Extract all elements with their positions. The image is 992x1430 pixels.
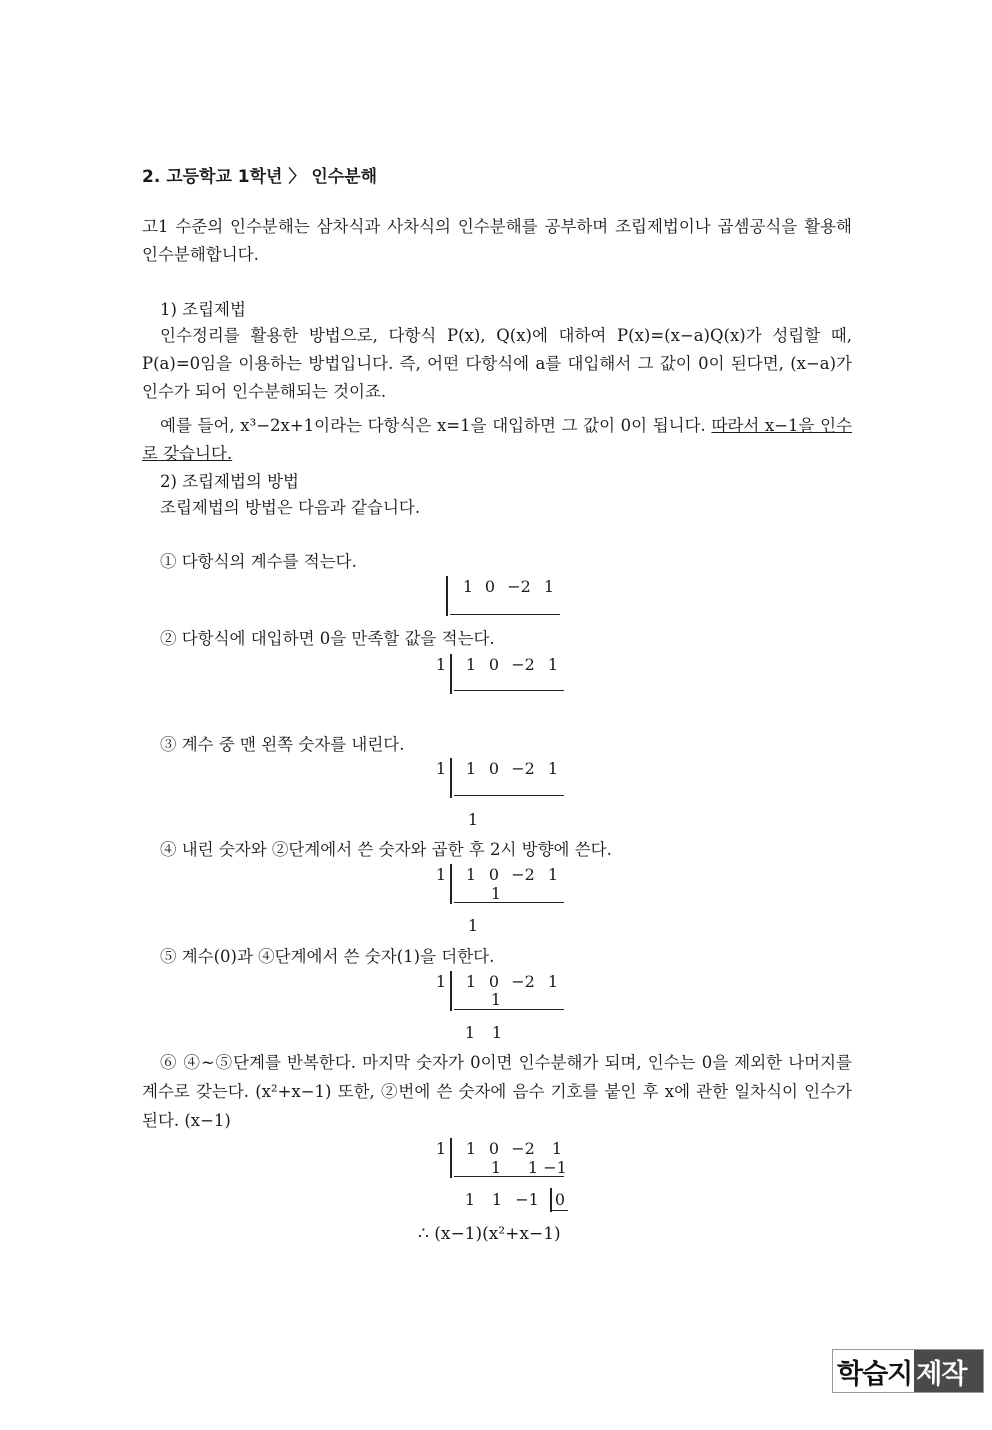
- coef: 1: [462, 577, 474, 596]
- coef: −2: [511, 865, 535, 884]
- coef: −2: [511, 759, 535, 778]
- division-bar: [450, 654, 452, 694]
- division-line: [454, 1009, 564, 1010]
- division-bar: [446, 576, 448, 616]
- coef: 0: [488, 759, 500, 778]
- step-6: ⑥ ④~⑤단계를 반복한다. 마지막 숫자가 0이면 인수분해가 되며, 인수는 0을 제외한 나머지를 계수로 갖는다. (x²+x−1) 또한, ②번에 쓴 숫자에 음수 기호를 붙인 후 x에 관한 일차식이 인수가 된다. (x−1): [142, 1053, 852, 1130]
- coef: 0: [488, 1139, 500, 1158]
- division-line: [454, 795, 564, 796]
- section1-paragraph2: [142, 412, 852, 468]
- coef: 1: [547, 865, 559, 884]
- division-bar: [450, 971, 452, 1011]
- coef: 0: [488, 655, 500, 674]
- step-3: ③ 계수 중 맨 왼쪽 숫자를 내린다.: [160, 735, 405, 754]
- coef: 1: [547, 972, 559, 991]
- section1-paragraph1: 인수정리를 활용한 방법으로, 다항식 P(x), Q(x)에 대하여 P(x)=(x−a)Q(x)가 성립할 때, P(a)=0임을 이용하는 방법입니다. 즉, 어떤 다항식에 a를 대입해서 그 값이 0이 된다면, (x−a)가 인수가 되어 인수분해되는 것이죠.: [142, 326, 852, 401]
- logo-text-part2: 제작소: [914, 1350, 983, 1392]
- section2-heading: 2) 조립제법의 방법: [160, 472, 299, 491]
- coef: 0: [488, 865, 500, 884]
- coef: 1: [551, 1139, 563, 1158]
- step-5: ⑤ 계수(0)과 ④단계에서 쓴 숫자(1)을 더한다.: [160, 947, 495, 966]
- middle-value: −1: [543, 1158, 567, 1177]
- coef: 1: [465, 655, 477, 674]
- p2-plain-text: 예를 들어, x³−2x+1이라는 다항식은 x=1을 대입하면 그 값이 0이 됩니다.: [160, 416, 712, 435]
- coef: 0: [488, 972, 500, 991]
- intro-paragraph: 고1 수준의 인수분해는 삼차식과 사차식의 인수분해를 공부하며 조립제법이나 곱셈공식을 활용해 인수분해합니다.: [142, 217, 852, 264]
- division-bar: [450, 758, 452, 798]
- coef: 1: [465, 759, 477, 778]
- division-line: [450, 614, 560, 615]
- coef: −2: [511, 655, 535, 674]
- remainder: 0: [554, 1190, 566, 1209]
- step-4: ④ 내린 숫자와 ②단계에서 쓴 숫자와 곱한 후 2시 방향에 쓴다.: [160, 840, 612, 859]
- middle-value: 1: [490, 884, 502, 903]
- root: 1: [435, 759, 447, 778]
- page-title: 2. 고등학교 1학년 〉 인수분해: [142, 167, 378, 187]
- coef: −2: [507, 577, 531, 596]
- root: 1: [435, 972, 447, 991]
- result: 1: [467, 810, 479, 829]
- division-bar: [450, 864, 452, 904]
- step-2: ② 다항식에 대입하면 0을 만족할 값을 적는다.: [160, 629, 495, 648]
- coef: 1: [547, 759, 559, 778]
- section2-intro: 조립제법의 방법은 다음과 같습니다.: [160, 498, 421, 517]
- result: 1: [467, 916, 479, 935]
- result: 1: [464, 1023, 476, 1042]
- coef: −2: [511, 972, 535, 991]
- division-line: [454, 690, 564, 691]
- root: 1: [435, 865, 447, 884]
- result: −1: [515, 1190, 539, 1209]
- result: 1: [491, 1023, 503, 1042]
- p2-underlined-text: 따라서 x−1을 인수로 갖습니다.: [142, 416, 852, 463]
- division-line: [454, 902, 564, 903]
- root: 1: [435, 655, 447, 674]
- root: 1: [435, 1139, 447, 1158]
- coef: 1: [465, 1139, 477, 1158]
- remainder-underline: [550, 1210, 568, 1211]
- step-1: ① 다항식의 계수를 적는다.: [160, 552, 357, 571]
- coef: 1: [465, 972, 477, 991]
- middle-value: 1: [490, 1158, 502, 1177]
- result: 1: [491, 1190, 503, 1209]
- middle-value: 1: [527, 1158, 539, 1177]
- division-bar: [450, 1138, 452, 1178]
- section1-heading: 1) 조립제법: [160, 300, 246, 319]
- coef: −2: [511, 1139, 535, 1158]
- conclusion: ∴ (x−1)(x²+x−1): [418, 1224, 561, 1244]
- coef: 1: [543, 577, 555, 596]
- result: 1: [464, 1190, 476, 1209]
- middle-value: 1: [490, 990, 502, 1009]
- coef: 0: [484, 577, 496, 596]
- coef: 1: [465, 865, 477, 884]
- coef: 1: [547, 655, 559, 674]
- logo-text-part1: 학습지: [833, 1350, 914, 1392]
- brand-logo: [832, 1349, 984, 1429]
